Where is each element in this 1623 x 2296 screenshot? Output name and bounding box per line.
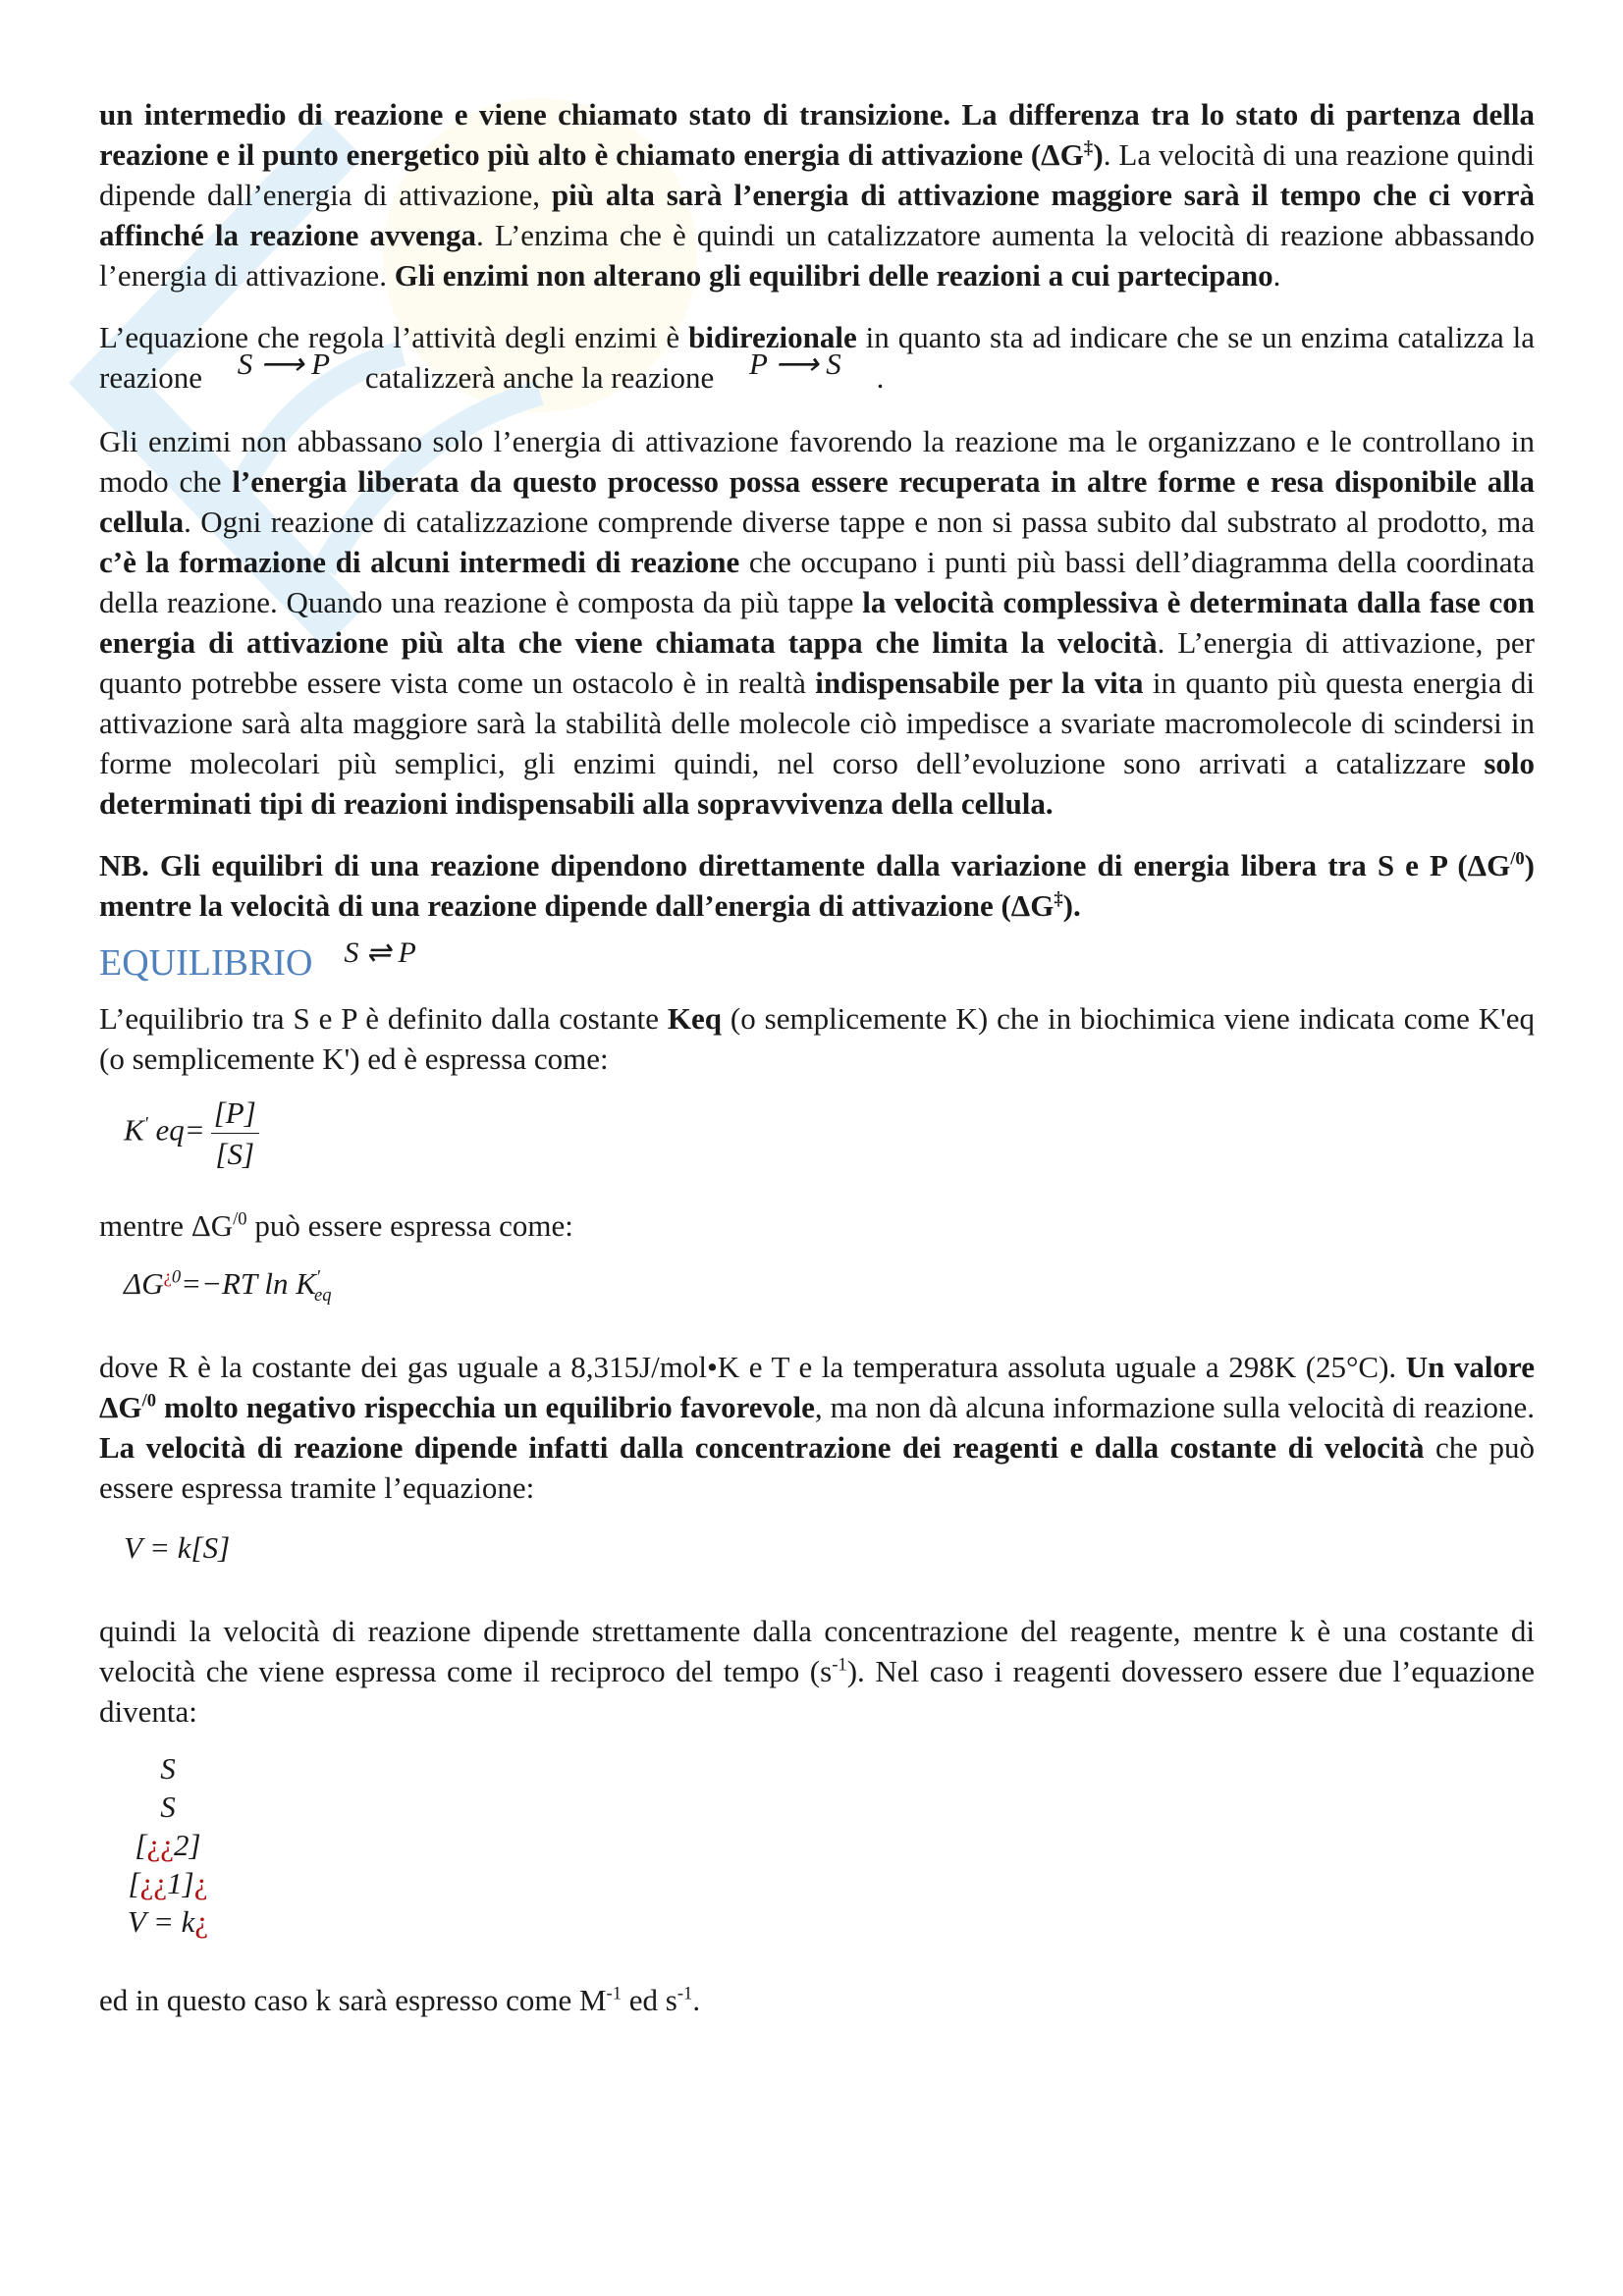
text: ). Nel caso i reagenti dovessero essere due l’equazione diventa:: [99, 1654, 1535, 1729]
bold-text: ).: [1062, 888, 1081, 923]
bold-text: molto negativo rispecchia un equilibrio favorevole: [156, 1390, 815, 1424]
paragraph-deltag: [99, 1205, 1535, 1246]
bold-text: ) mentre la velocità di una reazione dipende dall’energia di attivazione (ΔG: [99, 848, 1535, 923]
superscript: ‡: [1083, 137, 1094, 159]
text: .: [868, 360, 885, 395]
formula-text: ΔG: [124, 1266, 164, 1301]
superscript: /0: [233, 1208, 247, 1230]
formula-velocity: [124, 1527, 1535, 1568]
formula-text: 0: [171, 1266, 182, 1288]
text: mentre ΔG: [99, 1208, 234, 1243]
formula-text: =−RT ln K: [181, 1266, 316, 1301]
formula-text: [: [135, 1828, 147, 1862]
formula-prime: ′: [315, 1266, 320, 1288]
text: che può essere espressa tramite l’equazione:: [99, 1430, 1535, 1505]
formula-text: 1]: [167, 1866, 194, 1900]
formula-text: eq=: [147, 1112, 205, 1148]
superscript: -1: [832, 1654, 847, 1676]
formula-line: [119, 1864, 217, 1902]
bold-text: La velocità di reazione dipende infatti dalla concentrazione dei reagenti e dalla costante di velocità: [99, 1430, 1425, 1465]
section-title: EQUILIBRIO: [99, 942, 313, 984]
superscript: ‡: [1054, 888, 1063, 910]
text: .: [1272, 258, 1281, 293]
formula-line: [119, 1826, 217, 1864]
bold-text: la velocità complessiva è determinata dalla fase con energia di attivazione più alta che viene chiamata tappa che limita la velocità: [99, 585, 1535, 660]
text: , ma non dà alcuna informazione sulla velocità di reazione.: [814, 1390, 1535, 1424]
formula-keq: [124, 1093, 1535, 1174]
document-page: [99, 94, 1535, 2042]
bold-text: un intermedio di reazione e viene chiamato stato di transizione. La differenza tra lo stato di partenza della reazione e il punto energetico più alto è chiamato energia di attivazione (ΔG: [99, 97, 1535, 172]
formula-deltag: [124, 1263, 1535, 1307]
bold-text: Keq: [667, 1001, 722, 1036]
superscript: -1: [606, 1983, 622, 2004]
section-heading-equilibrio: [99, 936, 1535, 985]
formula-glitch: ¿¿: [139, 1866, 168, 1900]
text: quindi la velocità di reazione dipende strettamente dalla concentrazione del reagente, mentre k è una costante di velocità che viene espressa come il reciproco del tempo (s: [99, 1614, 1535, 1688]
fraction-numerator: [P]: [211, 1093, 259, 1134]
formula-text: V = k[S]: [124, 1530, 231, 1565]
text: in quanto più questa energia di attivazione sarà alta maggiore sarà la stabilità delle molecole ciò impedisce a svariate macromolecole di scindersi in forme molecolari più semplici, gli enzimi quindi, nel corso dell’evoluzione sono arrivati a catalizzare: [99, 666, 1535, 780]
text: Gli enzimi non abbassano solo l’energia di attivazione favorendo la reazione ma le organizzano e le controllano in modo che: [99, 424, 1535, 499]
superscript: /0: [1510, 848, 1525, 870]
superscript: /0: [141, 1390, 157, 1412]
bold-text: c’è la formazione di alcuni intermedi di reazione: [99, 545, 740, 579]
bold-text: solo determinati tipi di reazioni indispensabili alla sopravvivenza della cellula.: [99, 746, 1535, 821]
text: catalizzerà anche la reazione: [364, 360, 722, 395]
reaction-forward-math: S ⟶ P: [237, 347, 331, 381]
formula-subscript: eq: [313, 1285, 332, 1307]
formula-text: V = k: [127, 1904, 195, 1939]
paragraph-nb: [99, 845, 1535, 926]
bold-text: Un valore ΔG: [99, 1350, 1535, 1424]
text: L’equazione che regola l’attività degli enzimi è: [99, 320, 689, 354]
text: . La velocità di una reazione quindi dipende dall’energia di attivazione,: [99, 137, 1535, 212]
paragraph-bidirectional: [99, 317, 1535, 398]
bold-text: Gli enzimi non alterano gli equilibri delle reazioni a cui partecipano: [394, 258, 1273, 293]
formula-text: K: [124, 1112, 144, 1148]
paragraph-gas-constant: [99, 1347, 1535, 1508]
text: può essere espressa come:: [246, 1208, 573, 1243]
formula-glitch: ¿: [194, 1904, 209, 1939]
text: .: [692, 1983, 701, 2017]
text: (o semplicemente K) che in biochimica viene indicata come K'eq (o semplicemente K') ed è espressa come:: [99, 1001, 1535, 1076]
text: in quanto sta ad indicare che se un enzima catalizza la reazione: [99, 320, 1536, 395]
formula-line: S: [160, 1751, 176, 1786]
formula-prime: ′: [143, 1113, 148, 1135]
paragraph-enzyme-control: [99, 421, 1535, 824]
bold-text: NB. Gli equilibri di una reazione dipendono direttamente dalla variazione di energia libera tra S e P (ΔG: [99, 848, 1511, 882]
equilibrium-math: S ⇌ P: [344, 936, 416, 969]
bold-text: indispensabile per la vita: [815, 666, 1144, 700]
paragraph-units: [99, 1980, 1535, 2020]
bold-text: più alta sarà l’energia di attivazione maggiore sarà il tempo che ci vorrà affinché la reazione avvenga: [99, 178, 1535, 252]
formula-text: [: [128, 1866, 140, 1900]
text: dove R è la costante dei gas uguale a 8,315J/mol•K e T e la temperatura assoluta uguale a 298K (25°C).: [99, 1350, 1406, 1384]
fraction-denominator: [S]: [215, 1137, 255, 1171]
paragraph-activation-energy: [99, 94, 1535, 295]
paragraph-reagent: [99, 1611, 1535, 1732]
paragraph-keq: [99, 998, 1535, 1079]
fraction: [211, 1093, 259, 1174]
superscript: -1: [676, 1983, 693, 2004]
formula-glitch: ¿: [163, 1266, 172, 1288]
text: . L’energia di attivazione, per quanto potrebbe essere vista come un ostacolo è in realtà: [99, 625, 1535, 700]
formula-line: S: [160, 1789, 176, 1824]
text: L’equilibrio tra S e P è definito dalla costante: [99, 1001, 668, 1036]
bold-text: bidirezionale: [688, 320, 857, 354]
text: che occupano i punti più bassi dell’diagramma della coordinata della reazione. Quando una reazione è composta da più tappe: [99, 545, 1535, 619]
formula-glitch: ¿¿: [146, 1828, 175, 1862]
text: ed s: [622, 1983, 677, 2017]
bold-text: ): [1093, 137, 1104, 172]
text: . L’enzima che è quindi un catalizzatore aumenta la velocità di reazione abbassando l’energia di attivazione.: [99, 218, 1535, 293]
formula-glitch: ¿: [193, 1866, 208, 1900]
text: ed in questo caso k sarà espresso come M: [99, 1983, 607, 2017]
reaction-reverse-math: P ⟶ S: [748, 347, 841, 381]
formula-text: 2]: [174, 1828, 201, 1862]
text: . Ogni reazione di catalizzazione comprende diverse tappe e non si passa subito dal substrato al prodotto, ma: [184, 505, 1535, 539]
formula-line: [119, 1902, 217, 1941]
formula-two-reagents: [119, 1749, 1535, 1941]
bold-text: l’energia liberata da questo processo possa essere recuperata in altre forme e resa disponibile alla cellula: [99, 464, 1535, 539]
